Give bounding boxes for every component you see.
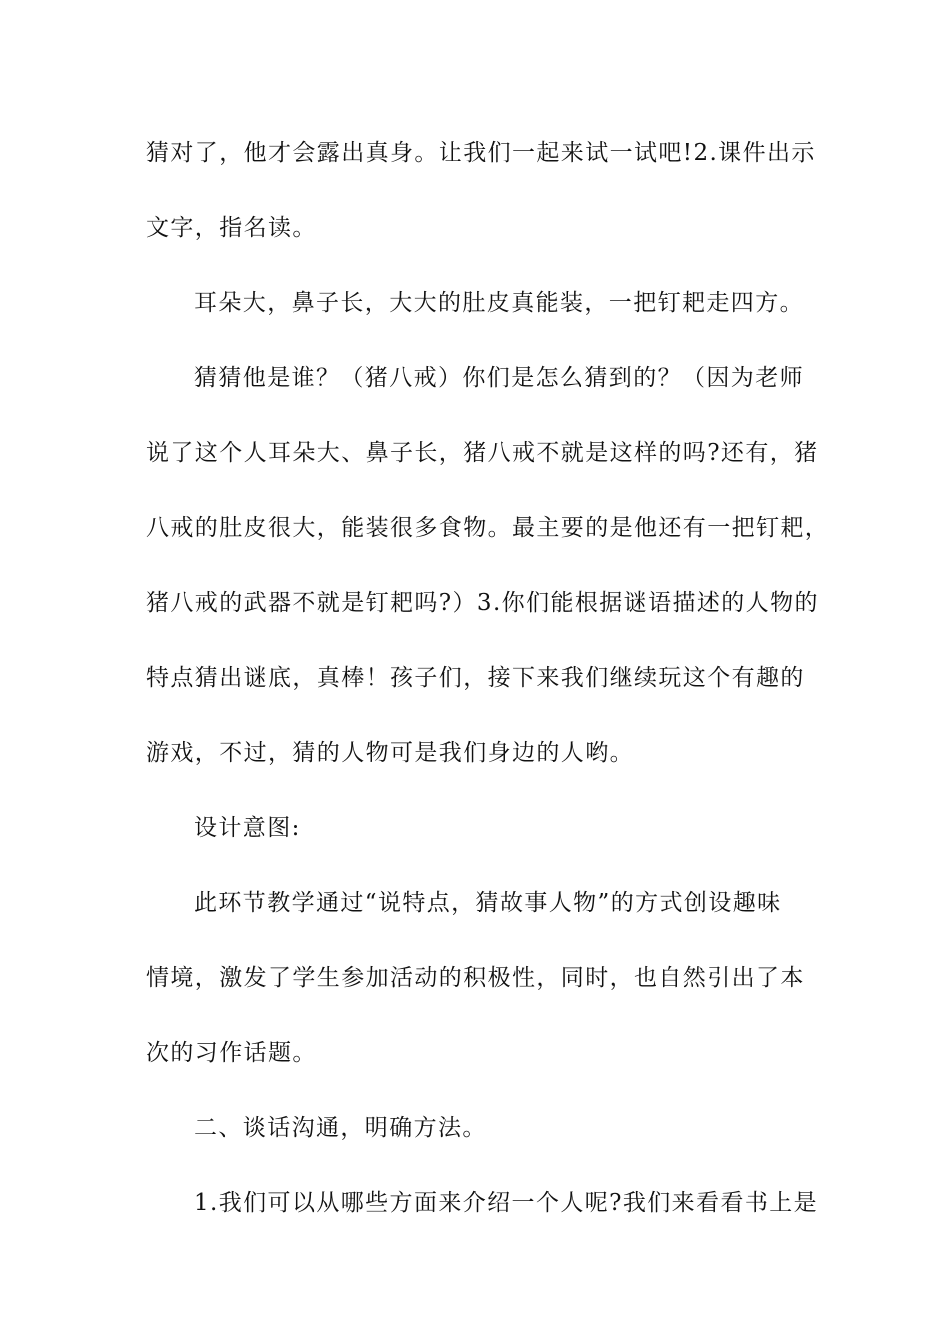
paragraph-line: 说了这个人耳朵大、鼻子长，猪八戒不就是这样的吗?还有，猪 <box>146 440 819 466</box>
section-label: 设计意图: <box>194 815 301 841</box>
paragraph-line: 次的习作话题。 <box>146 1040 317 1066</box>
riddle-line: 耳朵大，鼻子长，大大的肚皮真能装，一把钉耙走四方。 <box>194 290 804 316</box>
paragraph-line: 猜猜他是谁？（猪八戒）你们是怎么猜到的？（因为老师 <box>194 365 804 391</box>
paragraph-line: 猪八戒的武器不就是钉耙吗?）3.你们能根据谜语描述的人物的 <box>146 590 819 616</box>
paragraph-line: 八戒的肚皮很大，能装很多食物。最主要的是他还有一把钉耙， <box>146 515 830 541</box>
paragraph-line: 此环节教学通过“说特点，猜故事人物”的方式创设趣味 <box>194 890 782 916</box>
paragraph-line: 游戏，不过，猜的人物可是我们身边的人哟。 <box>146 740 634 766</box>
paragraph-line: 1.我们可以从哪些方面来介绍一个人呢?我们来看看书上是 <box>194 1190 819 1216</box>
paragraph-line: 文字，指名读。 <box>146 215 317 241</box>
paragraph-line: 特点猜出谜底，真棒！孩子们，接下来我们继续玩这个有趣的 <box>146 665 805 691</box>
paragraph-line: 情境，激发了学生参加活动的积极性，同时，也自然引出了本 <box>146 965 805 991</box>
section-heading: 二、谈话沟通，明确方法。 <box>194 1115 487 1141</box>
document-body <box>146 116 830 1241</box>
paragraph-line: 猜对了，他才会露出真身。让我们一起来试一试吧!2.课件出示 <box>146 140 816 166</box>
